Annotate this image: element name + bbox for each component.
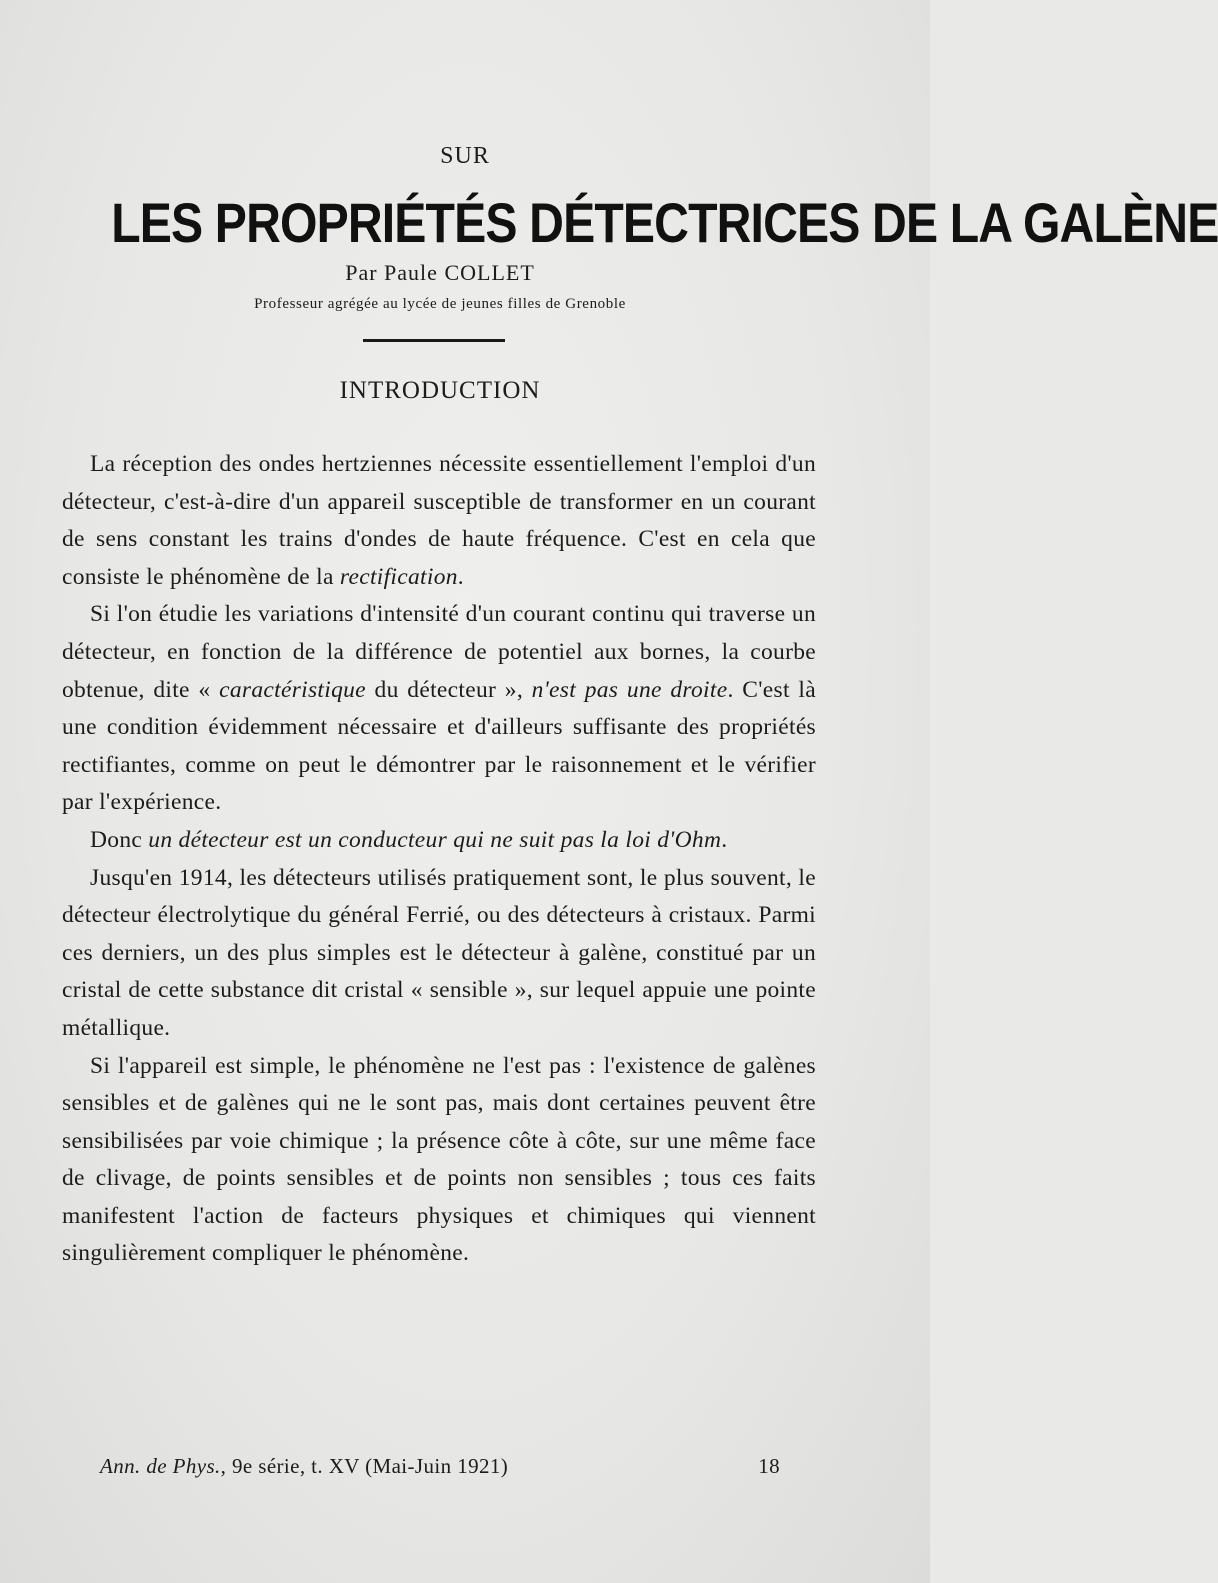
emphasis-text: caractéristique <box>219 676 366 703</box>
author-line: Par Paule COLLET <box>345 260 535 285</box>
paragraph-text: . <box>457 563 464 590</box>
author-affiliation: Professeur agrégée au lycée de jeunes filles de Grenoble <box>254 296 626 312</box>
journal-issue: , 9e série, t. XV (Mai-Juin 1921) <box>220 1454 509 1478</box>
paragraph <box>62 1048 816 1274</box>
paragraph-text: . <box>721 826 728 853</box>
emphasis-text: un détecteur est un conducteur qui ne suit pas la loi d'Ohm <box>148 826 722 853</box>
page-number: 18 <box>758 1454 780 1478</box>
title-prefix: SUR <box>440 143 490 169</box>
journal-name: Ann. de Phys. <box>100 1454 221 1478</box>
emphasis-text: rectification <box>339 563 458 590</box>
title-divider <box>363 339 505 342</box>
paragraph-text: Donc <box>90 826 149 853</box>
emphasis-text: n'est pas une droite <box>531 676 728 703</box>
paragraph <box>62 596 816 822</box>
paragraph-text: . C'est là une condition évidemment nécessaire et d'ailleurs suffisante des propriétés rectifiantes, comme on peut le démontrer par le raisonnement et le vérifier par l'expérience. <box>62 676 816 816</box>
paragraph-text: La réception des ondes hertziennes nécessite essentiellement l'emploi d'un détecteur, c'est-à-dire d'un appareil susceptible de transformer en un courant de sens constant les trains d'ondes de haute fréquence. C'est en cela que consiste le phénomène de la <box>62 451 816 590</box>
article-body <box>62 446 816 1273</box>
paragraph-text: du détecteur », <box>365 676 532 703</box>
paragraph <box>62 822 816 860</box>
paragraph <box>62 860 816 1048</box>
paragraph-text: Si l'appareil est simple, le phénomène ne l'est pas : l'existence de galènes sensibles et de galènes qui ne le sont pas, mais dont certaines peuvent être sensibilisées par voie chimique ; la présence côte à côte, sur une même face de clivage, de points sensibles et de points non sensibles ; tous ces faits manifestent l'action de facteurs physiques et chimiques qui viennent singulièrement compliquer le phénomène. <box>62 1052 816 1267</box>
section-heading: INTRODUCTION <box>339 377 541 404</box>
paragraph <box>62 446 816 596</box>
paragraph-text: Jusqu'en 1914, les détecteurs utilisés pratiquement sont, le plus souvent, le détecteur électrolytique du général Ferrié, ou des détecteurs à cristaux. Parmi ces derniers, un des plus simples est le détecteur à galène, constitué par un cristal de cette substance dit cristal « sensible », sur lequel appuie une pointe métallique. <box>62 864 816 1041</box>
page-footer <box>100 1454 780 1479</box>
journal-reference <box>100 1454 508 1479</box>
article-title: LES PROPRIÉTÉS DÉTECTRICES DE LA GALÈNE <box>111 191 1218 254</box>
paragraph-text: Si l'on étudie les variations d'intensité d'un courant continu qui traverse un détecteur, en fonction de la différence de potentiel aux bornes, la courbe obtenue, dite « <box>62 601 816 703</box>
